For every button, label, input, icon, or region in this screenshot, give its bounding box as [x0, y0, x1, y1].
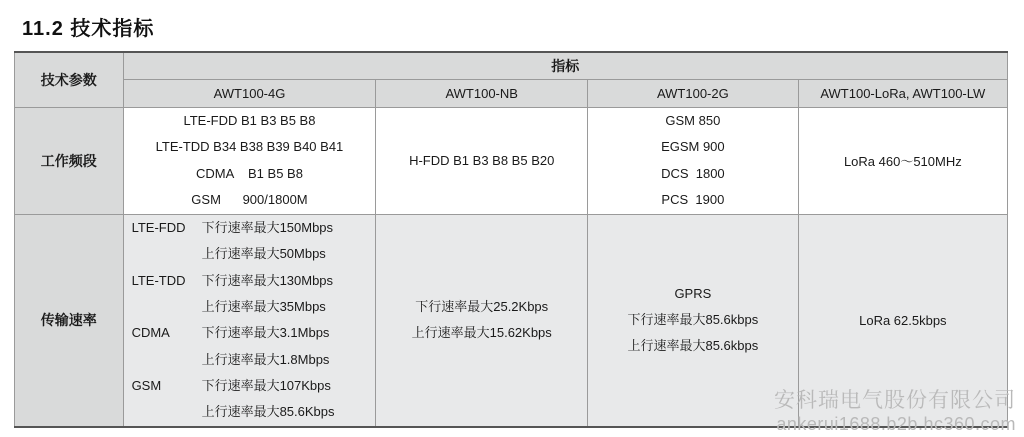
row-label-speed: 传输速率: [15, 214, 124, 427]
freq-cell-lora: LoRa 460～510MHz: [798, 107, 1007, 214]
row-label-frequency: 工作频段: [15, 107, 124, 214]
spec-table: [14, 51, 1008, 428]
speed-tech-label: [132, 399, 202, 425]
speed-value: 下行速率最大130Mbps: [201, 272, 334, 288]
speed-tech-label: [132, 294, 202, 320]
speed-2g-line: 上行速率最大85.6kbps: [627, 338, 759, 354]
freq-cell-4g: [123, 107, 376, 214]
speed-tech-label: CDMA: [131, 325, 170, 341]
column-header-2g: AWT100-2G: [588, 79, 799, 107]
table-row-frequency: [15, 107, 1008, 214]
speed-value: 上行速率最大85.6Kbps: [201, 404, 335, 420]
speed-value: 下行速率最大3.1Mbps: [201, 325, 330, 341]
speed-tech-label: LTE-TDD: [131, 272, 186, 288]
speed-value: 下行速率最大107Kbps: [201, 377, 331, 393]
speed-nb-line: 上行速率最大15.62Kbps: [411, 325, 552, 341]
watermark: [774, 388, 1016, 434]
speed-4g-row: [132, 373, 376, 399]
speed-4g-row: [132, 241, 376, 267]
speed-4g-row: [132, 215, 376, 241]
freq-4g-line: CDMA B1 B5 B8: [196, 165, 303, 181]
section-title: 11.2 技术指标: [22, 18, 155, 40]
speed-cell-nb: [376, 214, 588, 427]
speed-tech-label: GSM: [131, 377, 162, 393]
param-header: 技术参数: [15, 52, 124, 107]
speed-4g-row: [132, 320, 376, 346]
speed-tech-label: [132, 347, 202, 373]
speed-tech-label: LTE-FDD: [131, 220, 186, 236]
freq-cell-nb: H-FDD B1 B3 B8 B5 B20: [376, 107, 588, 214]
speed-value: 下行速率最大150Mbps: [201, 220, 334, 236]
speed-cell-2g: [588, 214, 799, 427]
freq-2g-line: DCS 1800: [661, 165, 725, 181]
freq-4g-line: LTE-FDD B1 B3 B5 B8: [183, 112, 316, 128]
speed-2g-line: 下行速率最大85.6kbps: [627, 312, 759, 328]
speed-4g-row: [132, 399, 376, 425]
speed-4g-row: [132, 294, 376, 320]
freq-cell-2g: [588, 107, 799, 214]
spec-header: 指标: [123, 52, 1007, 79]
speed-4g-row: [132, 347, 376, 373]
speed-value: 上行速率最大35Mbps: [201, 298, 326, 314]
speed-nb-line: 下行速率最大25.2Kbps: [415, 298, 549, 314]
freq-4g-line: GSM 900/1800M: [191, 191, 308, 207]
speed-tech-label: [132, 241, 202, 267]
watermark-url: ankerui1688.b2b.hc360.com: [776, 414, 1016, 434]
speed-cell-lora: LoRa 62.5kbps: [798, 214, 1007, 427]
speed-value: 上行速率最大50Mbps: [201, 246, 326, 262]
column-header-4g: AWT100-4G: [123, 79, 376, 107]
speed-2g-line: GPRS: [674, 285, 712, 301]
watermark-company: 安科瑞电气股份有限公司: [774, 389, 1016, 412]
freq-2g-line: EGSM 900: [661, 139, 725, 155]
column-header-nb: AWT100-NB: [376, 79, 588, 107]
freq-2g-line: PCS 1900: [661, 191, 725, 207]
freq-2g-line: GSM 850: [665, 112, 721, 128]
speed-value: 上行速率最大1.8Mbps: [201, 351, 330, 367]
freq-4g-line: LTE-TDD B34 B38 B39 B40 B41: [155, 139, 344, 155]
speed-cell-4g: [123, 214, 376, 427]
column-header-lora: AWT100-LoRa, AWT100-LW: [798, 79, 1007, 107]
speed-4g-row: [132, 268, 376, 294]
